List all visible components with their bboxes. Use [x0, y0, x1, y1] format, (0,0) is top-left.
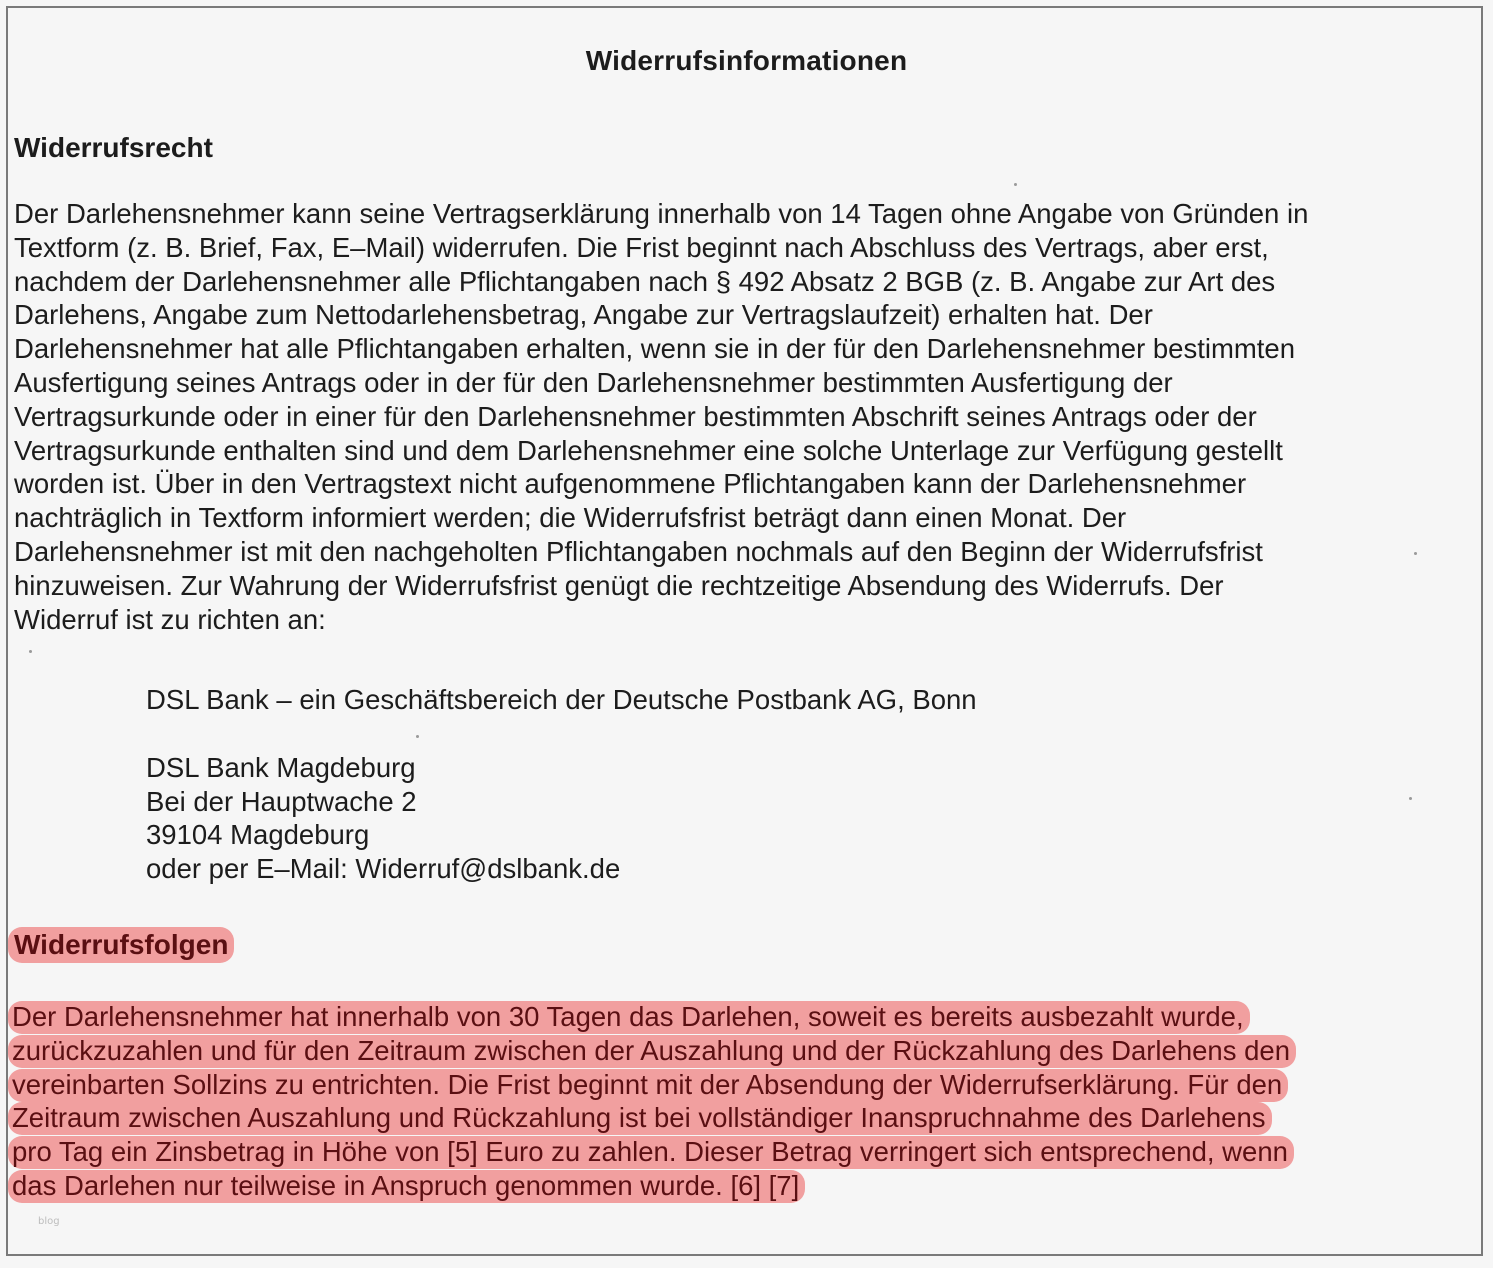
highlighted-heading-text: Widerrufsfolgen — [8, 927, 234, 963]
watermark: blog — [38, 1216, 60, 1227]
text-line — [14, 1101, 1296, 1135]
text-line: Darlehens, Angabe zum Nettodarlehensbetrag, Angabe zur Vertragslaufzeit) erhalten hat. Der — [14, 299, 1153, 331]
scan-speck — [1409, 797, 1412, 800]
text-line: nachdem der Darlehensnehmer alle Pflichtangaben nach § 492 Absatz 2 BGB (z. B. Angabe zur Art des — [14, 265, 1276, 297]
highlighted-text: pro Tag ein Zinsbetrag in Höhe von [5] Euro zu zahlen. Dieser Betrag verringert sich entsprechend, wenn — [8, 1136, 1294, 1169]
address-city: 39104 Magdeburg — [146, 819, 370, 850]
text-line: hinzuweisen. Zur Wahrung der Widerrufsfrist genügt die rechtzeitige Absendung des Widerrufs. Der — [14, 569, 1224, 601]
scan-speck — [29, 650, 32, 653]
text-line: Textform (z. B. Brief, Fax, E–Mail) widerrufen. Die Frist beginnt nach Abschluss des Vertrags, aber erst, — [14, 231, 1269, 263]
scan-speck — [1014, 183, 1017, 186]
text-line: Darlehensnehmer hat alle Pflichtangaben erhalten, wenn sie in der für den Darlehensnehmer bestimmten — [14, 333, 1296, 365]
text-line — [14, 1068, 1296, 1102]
text-line: nachträglich in Textform informiert werden; die Widerrufsfrist beträgt dann einen Monat. Der — [14, 502, 1127, 534]
text-line — [14, 1135, 1296, 1169]
text-line: Darlehensnehmer ist mit den nachgeholten Pflichtangaben nochmals auf den Beginn der Widerrufsfrist — [14, 535, 1263, 567]
postal-address — [146, 751, 620, 885]
text-line — [14, 1000, 1296, 1034]
text-line — [14, 1169, 1296, 1203]
heading-widerrufsrecht: Widerrufsrecht — [14, 132, 213, 163]
address-street: Bei der Hauptwache 2 — [146, 785, 417, 817]
address-email: oder per E–Mail: Widerruf@dslbank.de — [146, 852, 621, 884]
address-name: DSL Bank Magdeburg — [146, 752, 416, 783]
text-line: Der Darlehensnehmer kann seine Vertragserklärung innerhalb von 14 Tagen ohne Angabe von Gründen in — [14, 198, 1309, 229]
bank-name-line: DSL Bank – ein Geschäftsbereich der Deutsche Postbank AG, Bonn — [146, 684, 977, 715]
text-line: Ausfertigung seines Antrags oder in der für den Darlehensnehmer bestimmten Ausfertigung der — [14, 366, 1173, 398]
highlighted-text: Zeitraum zwischen Auszahlung und Rückzahlung ist bei vollständiger Inanspruchnahme des Darlehens — [8, 1102, 1272, 1135]
highlighted-text: zurückzuzahlen und für den Zeitraum zwischen der Auszahlung und der Rückzahlung des Darlehens den — [8, 1035, 1296, 1068]
highlighted-text: Der Darlehensnehmer hat innerhalb von 30 Tagen das Darlehen, soweit es bereits ausbezahlt wurde, — [8, 1001, 1250, 1034]
text-line: Vertragsurkunde enthalten sind und dem Darlehensnehmer eine solche Unterlage zur Verfügung gestellt — [14, 434, 1283, 466]
text-line: worden ist. Über in den Vertragstext nicht aufgenommene Pflichtangaben kann der Darlehensnehmer — [14, 468, 1247, 500]
paragraph-widerrufsrecht — [14, 197, 1308, 636]
heading-widerrufsfolgen — [14, 928, 234, 962]
document-title: Widerrufsinformationen — [585, 45, 908, 76]
highlighted-text: vereinbarten Sollzins zu entrichten. Die Frist beginnt mit der Absendung der Widerrufserklärung. Für den — [8, 1069, 1288, 1102]
paragraph-widerrufsfolgen — [14, 1000, 1296, 1203]
highlighted-text: das Darlehen nur teilweise in Anspruch genommen wurde. [6] [7] — [8, 1170, 805, 1203]
scan-speck — [416, 735, 419, 738]
text-line: Widerruf ist zu richten an: — [14, 603, 326, 635]
text-line — [14, 1034, 1296, 1068]
scan-speck — [1414, 552, 1417, 555]
text-line: Vertragsurkunde oder in einer für den Darlehensnehmer bestimmten Abschrift seines Antrags oder der — [14, 400, 1257, 432]
